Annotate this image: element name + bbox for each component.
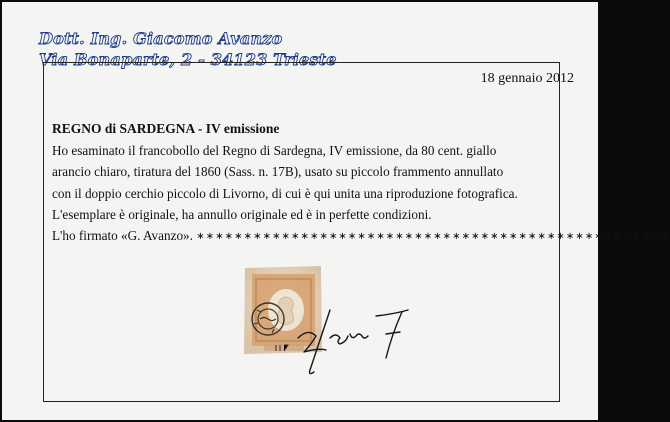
certificate-date: 18 gennaio 2012 <box>480 71 574 86</box>
handwritten-signature <box>290 298 420 378</box>
body-line-2: arancio chiaro, tiratura del 1860 (Sass. n. 17B), usato su piccolo frammento annullato <box>52 164 504 180</box>
certificate-sheet <box>2 2 670 420</box>
star-fill: ∗∗∗∗∗∗∗∗∗∗∗∗∗∗∗∗∗∗∗∗∗∗∗∗∗∗∗∗∗∗∗∗∗∗∗∗∗∗∗∗∗∗∗∗∗∗∗∗∗∗ <box>196 231 670 243</box>
signed-statement: L'ho firmato «G. Avanzo». <box>52 228 193 244</box>
body-line-5 <box>52 225 670 247</box>
body-line-4: L'esemplare è originale, ha annullo originale ed è in perfette condizioni. <box>52 206 432 222</box>
certificate-heading: REGNO di SARDEGNA - IV emissione <box>52 121 280 136</box>
body-line-3: con il doppio cerchio piccolo di Livorno, di cui è qui unita una riproduzione fotografica. <box>52 185 518 201</box>
letterhead-address: Via Bonaparte, 2 - 34123 Trieste <box>39 50 337 69</box>
certificate-body <box>52 140 670 247</box>
body-line-1: Ho esaminato il francobollo del Regno di Sardegna, IV emissione, da 80 cent. giallo <box>52 143 497 158</box>
letterhead-name: Dott. Ing. Giacomo Avanzo <box>39 29 283 48</box>
